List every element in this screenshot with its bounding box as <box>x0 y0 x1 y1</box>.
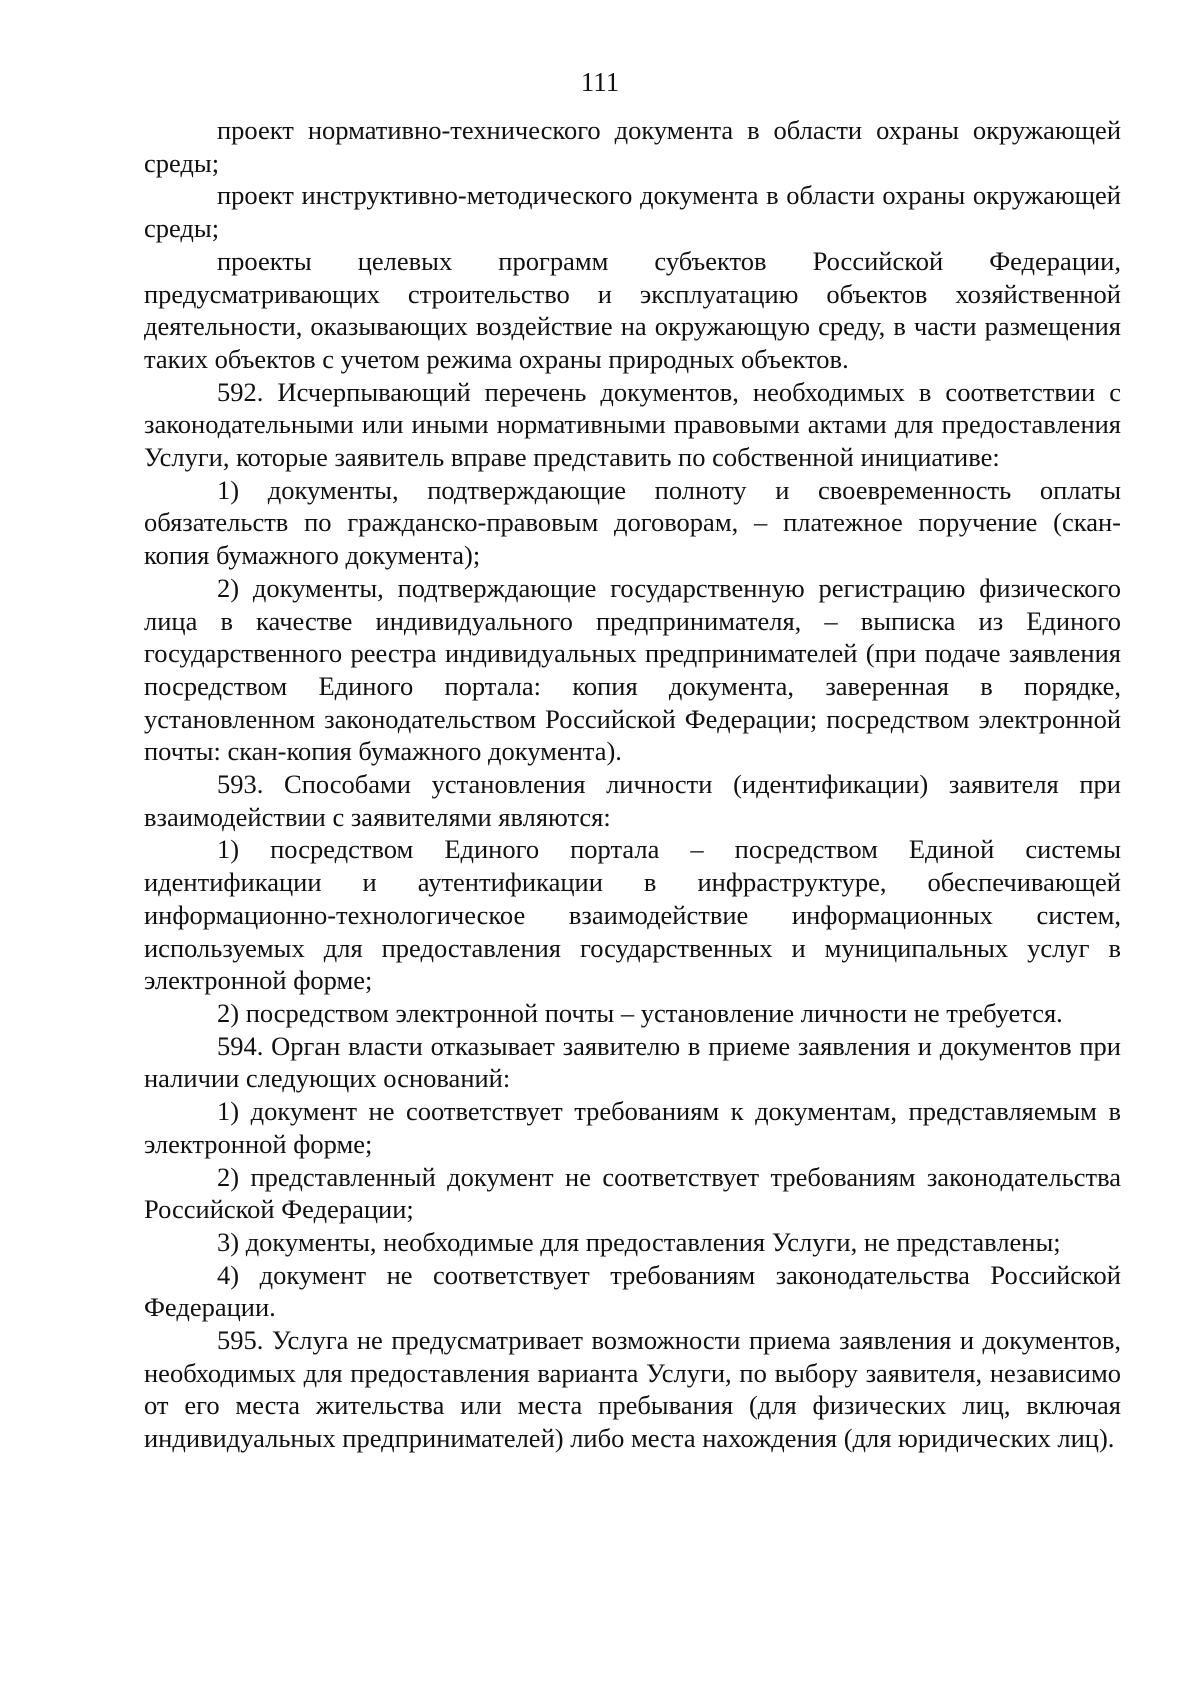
page-number: 111 <box>580 67 620 97</box>
list-item: 4) документ не соответствует требованиям законодательства Российской Федерации. <box>144 1259 1121 1323</box>
list-item: 1) документ не соответствует требованиям к документам, представляемым в электронной форме; <box>144 1096 1121 1159</box>
paragraph: проекты целевых программ субъектов Российской Федерации, предусматривающих строительство и эксплуатацию объектов хозяйственной деятельности, оказывающих воздействие на окружающую среду, в части размещения таких объектов с учетом режима охраны природных объектов. <box>144 245 1121 374</box>
paragraph-592: 592. Исчерпывающий перечень документов, необходимых в соответствии с законодательными или иными нормативными правовыми актами для предоставления Услуги, которые заявитель вправе представить по собственной инициативе: <box>144 376 1121 473</box>
paragraph-594: 594. Орган власти отказывает заявителю в приеме заявления и документов при наличии следующих оснований: <box>144 1030 1121 1094</box>
list-item: 2) документы, подтверждающие государственную регистрацию физического лица в качестве индивидуального предпринимателя, – выписка из Единого государственного реестра индивидуальных предпринимателей (при подаче заявления посредством Единого портала: копия документа, заверенная в порядке, установленном законодательством Российской Федерации; посредством электронной почты: скан-копия бумажного документа). <box>144 572 1121 767</box>
paragraph: проект инструктивно-методического документа в области охраны окружающей среды; <box>144 180 1121 244</box>
list-item: 2) представленный документ не соответствует требованиям законодательства Российской Федерации; <box>144 1161 1121 1225</box>
paragraph: проект нормативно-технического документа в области охраны окружающей среды; <box>144 115 1121 178</box>
paragraph-593: 593. Способами установления личности (идентификации) заявителя при взаимодействии с заявителями являются: <box>144 769 1121 832</box>
list-item: 1) посредством Единого портала – посредством Единой системы идентификации и аутентификации в инфраструктуре, обеспечивающей информационно-технологическое взаимодействие информационных систем, используемых для предоставления государственных и муниципальных услуг в электронной форме; <box>144 834 1121 996</box>
list-item: 2) посредством электронной почты – установление личности не требуется. <box>217 997 1063 1028</box>
list-item: 3) документы, необходимые для предоставления Услуги, не представлены; <box>217 1226 1061 1257</box>
list-item: 1) документы, подтверждающие полноту и своевременность оплаты обязательств по гражданско-правовым договорам, – платежное поручение (скан-копия бумажного документа); <box>144 474 1121 571</box>
document-body <box>144 114 1121 1455</box>
paragraph-595: 595. Услуга не предусматривает возможности приема заявления и документов, необходимых для предоставления варианта Услуги, по выбору заявителя, независимо от его места жительства или места пребывания (для физических лиц, включая индивидуальных предпринимателей) либо места нахождения (для юридических лиц). <box>144 1325 1121 1454</box>
